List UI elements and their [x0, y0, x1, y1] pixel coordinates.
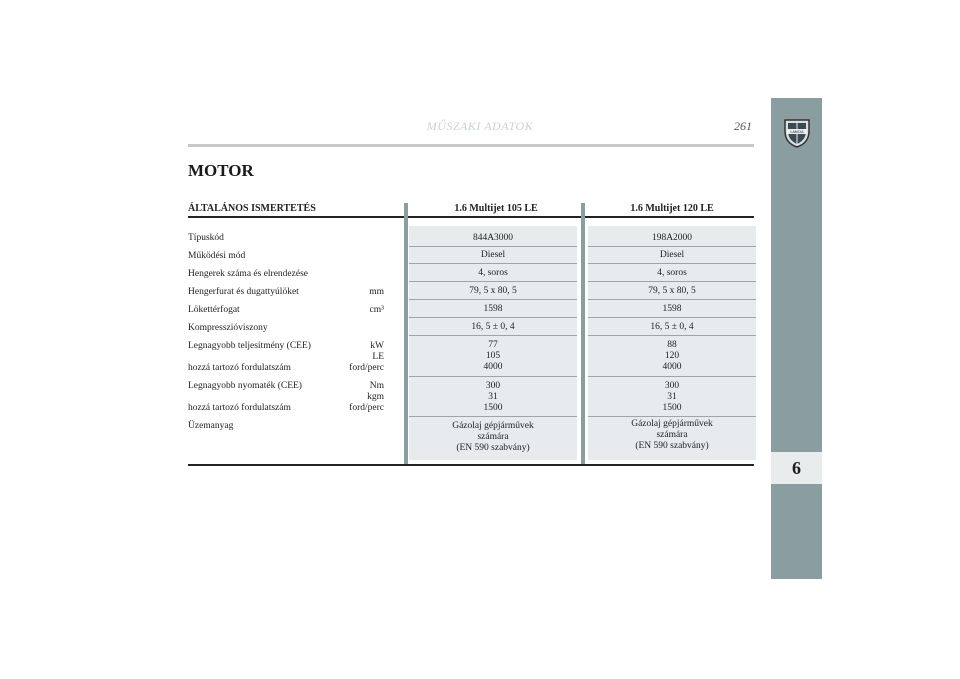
row-rule [588, 263, 756, 264]
row-rule [588, 246, 756, 247]
table-cell: Diesel [480, 250, 506, 260]
row-unit: kgm [367, 392, 384, 402]
table-cell: 1598 [662, 304, 682, 314]
table-cell: 4000 [483, 362, 503, 372]
row-rule [588, 317, 756, 318]
table-cell: 4000 [662, 362, 682, 372]
row-unit: mm [369, 287, 384, 297]
section-title: MOTOR [188, 161, 254, 180]
column-divider [404, 203, 408, 466]
table-cell: 79, 5 x 80, 5 [469, 286, 517, 296]
row-rule [409, 317, 577, 318]
table-header-label: ÁLTALÁNOS ISMERTETÉS [188, 203, 316, 214]
table-cell: 1500 [662, 403, 682, 413]
table-cell: Gázolaj gépjárművek [631, 419, 713, 429]
column-header: 1.6 Multijet 105 LE [454, 203, 538, 214]
table-cell: számára [477, 432, 509, 442]
row-unit: ford/perc [349, 403, 384, 413]
table-cell: 77 [488, 340, 498, 350]
row-rule [409, 335, 577, 336]
table-cell: 1500 [483, 403, 503, 413]
table-cell: (EN 590 szabvány) [456, 443, 530, 453]
header-rule [188, 144, 754, 147]
brand-logo-text: LANCIA [790, 130, 804, 134]
table-cell: 198A2000 [651, 233, 693, 243]
table-cell: Diesel [659, 250, 685, 260]
table-cell: 300 [485, 381, 501, 391]
chapter-number: 6 [771, 452, 822, 484]
row-sublabel: hozzá tartozó fordulatszám [188, 363, 291, 373]
row-unit: kW [370, 341, 384, 351]
row-unit: LE [372, 352, 384, 362]
table-cell: 31 [667, 392, 677, 402]
column-header: 1.6 Multijet 120 LE [630, 203, 714, 214]
row-rule [409, 416, 577, 417]
table-cell: 16, 5 ± 0, 4 [471, 322, 515, 332]
row-label: Típuskód [188, 233, 224, 243]
row-label: Hengerek száma és elrendezése [188, 269, 308, 279]
row-sublabel: hozzá tartozó fordulatszám [188, 403, 291, 413]
row-label: Lökettérfogat [188, 305, 240, 315]
chapter-side-tab [771, 98, 822, 579]
brand-logo-icon [782, 117, 812, 149]
row-rule [588, 281, 756, 282]
row-rule [588, 376, 756, 377]
row-unit: Nm [369, 381, 384, 391]
page-number: 261 [734, 119, 752, 133]
row-label: Legnagyobb nyomaték (CEE) [188, 381, 302, 391]
table-cell: 4, soros [657, 268, 687, 278]
row-unit: cm³ [369, 305, 384, 315]
table-cell: 88 [667, 340, 677, 350]
row-label: Hengerfurat és dugattyúlöket [188, 287, 299, 297]
table-cell: (EN 590 szabvány) [635, 441, 709, 451]
row-label: Működési mód [188, 251, 246, 261]
table-cell: 4, soros [478, 268, 508, 278]
row-rule [588, 416, 756, 417]
table-cell: 300 [664, 381, 680, 391]
column-divider [581, 203, 585, 466]
table-cell: számára [656, 430, 688, 440]
row-rule [409, 376, 577, 377]
table-cell: 844A3000 [472, 233, 514, 243]
table-cell: Gázolaj gépjárművek [452, 421, 534, 431]
row-rule [588, 299, 756, 300]
row-label: Kompresszióviszony [188, 323, 268, 333]
row-label: Legnagyobb teljesítmény (CEE) [188, 341, 311, 351]
table-cell: 16, 5 ± 0, 4 [650, 322, 694, 332]
row-rule [588, 335, 756, 336]
row-rule [409, 246, 577, 247]
table-cell: 105 [485, 351, 501, 361]
table-cell: 31 [488, 392, 498, 402]
running-title: MŰSZAKI ADATOK [426, 119, 534, 133]
row-label: Üzemanyag [188, 421, 234, 431]
table-cell: 1598 [483, 304, 503, 314]
row-rule [409, 299, 577, 300]
table-bottom-rule [188, 464, 754, 466]
row-rule [409, 281, 577, 282]
table-cell: 79, 5 x 80, 5 [648, 286, 696, 296]
row-rule [409, 263, 577, 264]
table-header-rule [188, 216, 754, 218]
row-unit: ford/perc [349, 363, 384, 373]
table-cell: 120 [664, 351, 680, 361]
